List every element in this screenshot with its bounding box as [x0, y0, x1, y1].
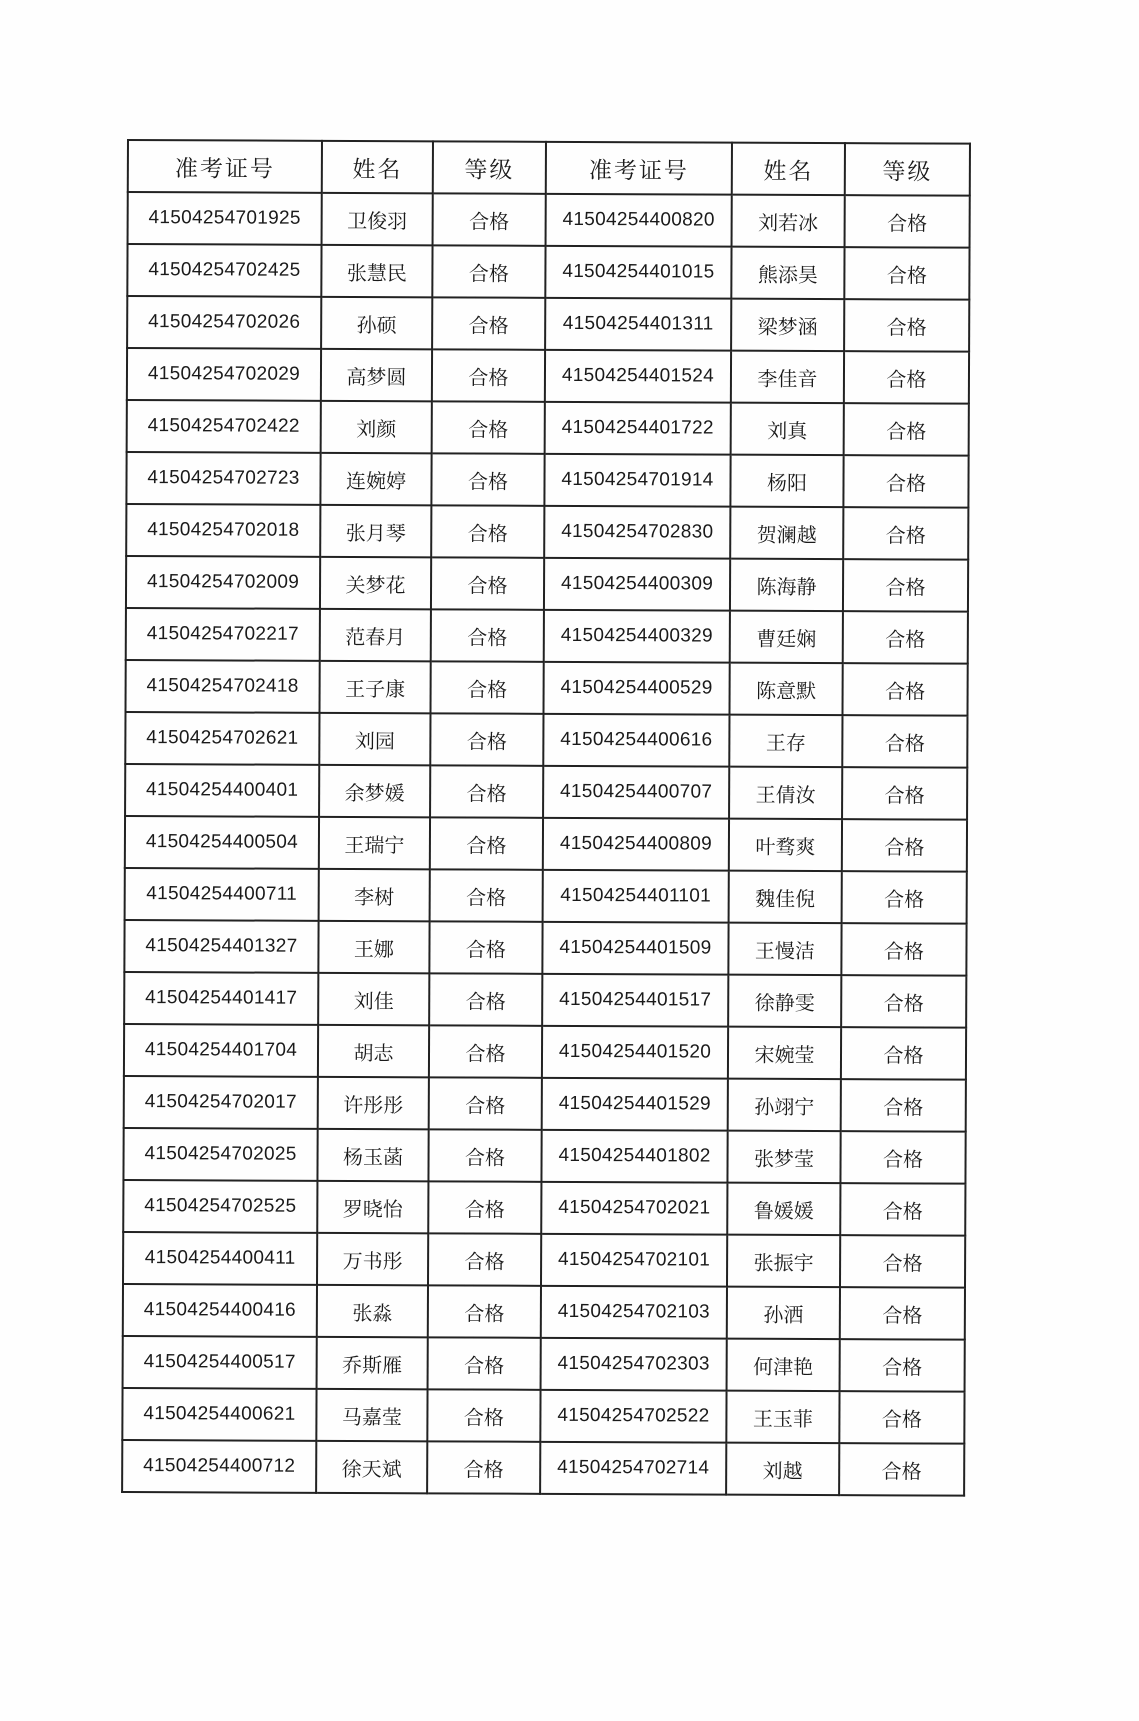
grade-cell: 合格 [429, 1025, 542, 1077]
exam-id-cell: 41504254702525 [123, 1180, 317, 1233]
grade-cell-2: 合格 [841, 923, 966, 976]
table-row [124, 972, 966, 1028]
name-cell: 杨玉菡 [317, 1129, 428, 1181]
grade-cell-2: 合格 [844, 247, 969, 300]
name-cell: 胡志 [318, 1025, 429, 1077]
exam-id-cell-2: 41504254401722 [545, 402, 731, 455]
table-row [125, 816, 967, 872]
table-row [124, 1076, 966, 1132]
exam-id-cell: 41504254702026 [127, 296, 321, 349]
grade-cell: 合格 [428, 1233, 541, 1285]
exam-id-cell: 41504254702025 [123, 1128, 317, 1181]
grade-cell-2: 合格 [842, 819, 967, 872]
grade-cell-2: 合格 [841, 1027, 966, 1080]
exam-id-cell-2: 41504254401311 [545, 298, 731, 351]
exam-id-cell: 41504254702029 [127, 348, 321, 401]
table-row [126, 504, 968, 560]
grade-cell: 合格 [427, 1441, 540, 1493]
exam-id-cell-2: 41504254702714 [540, 1442, 726, 1495]
name-cell: 万书彤 [317, 1233, 428, 1285]
name-cell: 张月琴 [320, 505, 431, 557]
name-cell: 刘佳 [318, 973, 429, 1025]
name-cell: 刘园 [319, 713, 430, 765]
grade-cell: 合格 [432, 349, 545, 401]
exam-id-cell: 41504254702422 [127, 400, 321, 453]
exam-id-cell-2: 41504254401509 [542, 922, 728, 975]
exam-id-cell-2: 41504254400309 [544, 558, 730, 611]
grade-cell: 合格 [429, 973, 542, 1025]
name-cell: 李树 [319, 869, 430, 921]
name-cell: 张淼 [317, 1285, 428, 1337]
exam-id-cell: 41504254400416 [123, 1284, 317, 1337]
exam-id-cell-2: 41504254401517 [542, 974, 728, 1027]
name-cell: 关梦花 [320, 557, 431, 609]
header-name: 姓名 [322, 141, 433, 193]
grade-cell-2: 合格 [844, 299, 969, 352]
exam-id-cell-2: 41504254400820 [546, 194, 732, 247]
name-cell: 范春月 [320, 609, 431, 661]
name-cell-2: 贺澜越 [730, 507, 843, 559]
name-cell-2: 梁梦涵 [731, 299, 844, 351]
grade-cell-2: 合格 [840, 1339, 965, 1392]
name-cell: 许彤彤 [318, 1077, 429, 1129]
grade-cell-2: 合格 [842, 663, 967, 716]
table-row [126, 608, 968, 664]
grade-cell: 合格 [431, 453, 544, 505]
name-cell-2: 曹廷娴 [730, 611, 843, 663]
table-row [123, 1232, 965, 1288]
grade-cell: 合格 [427, 1389, 540, 1441]
exam-id-cell: 41504254401417 [124, 972, 318, 1025]
exam-id-cell-2: 41504254400809 [543, 818, 729, 871]
grade-cell-2: 合格 [840, 1235, 965, 1288]
name-cell-2: 王倩汝 [729, 767, 842, 819]
grade-cell-2: 合格 [843, 611, 968, 664]
header-grade: 等级 [433, 141, 546, 193]
header-row [128, 140, 970, 196]
name-cell-2: 鲁媛媛 [727, 1183, 840, 1235]
name-cell-2: 魏佳倪 [729, 871, 842, 923]
grade-cell: 合格 [428, 1129, 541, 1181]
name-cell-2: 徐静雯 [728, 975, 841, 1027]
table-row [128, 192, 970, 248]
grade-cell-2: 合格 [842, 715, 967, 768]
grade-cell-2: 合格 [843, 559, 968, 612]
name-cell-2: 张梦莹 [727, 1131, 840, 1183]
table-row [125, 712, 967, 768]
grade-cell-2: 合格 [842, 871, 967, 924]
exam-id-cell-2: 41504254702522 [540, 1390, 726, 1443]
header-exam-id: 准考证号 [128, 140, 322, 193]
name-cell-2: 孙翊宁 [728, 1079, 841, 1131]
name-cell-2: 杨阳 [730, 455, 843, 507]
table-row [125, 868, 967, 924]
name-cell-2: 何津艳 [727, 1339, 840, 1391]
grade-cell: 合格 [428, 1181, 541, 1233]
grade-cell-2: 合格 [844, 351, 969, 404]
grade-cell: 合格 [431, 505, 544, 557]
name-cell-2: 熊添昊 [731, 247, 844, 299]
table-row [122, 1388, 964, 1444]
grade-cell: 合格 [430, 661, 543, 713]
grade-cell: 合格 [428, 1285, 541, 1337]
exam-id-cell-2: 41504254400529 [543, 662, 729, 715]
name-cell-2: 宋婉莹 [728, 1027, 841, 1079]
exam-id-cell-2: 41504254400707 [543, 766, 729, 819]
grade-cell-2: 合格 [839, 1391, 964, 1444]
exam-id-cell: 41504254400712 [122, 1440, 316, 1493]
name-cell: 王瑞宁 [319, 817, 430, 869]
exam-id-cell-2: 41504254401524 [545, 350, 731, 403]
exam-id-cell-2: 41504254400329 [544, 610, 730, 663]
grade-cell-2: 合格 [843, 455, 968, 508]
name-cell-2: 李佳音 [731, 351, 844, 403]
table-row [127, 296, 969, 352]
grade-cell-2: 合格 [843, 507, 968, 560]
exam-id-cell: 41504254702621 [125, 712, 319, 765]
grade-cell-2: 合格 [840, 1287, 965, 1340]
header-exam-id-2: 准考证号 [546, 142, 732, 195]
exam-id-cell: 41504254702009 [126, 556, 320, 609]
table-row [126, 452, 968, 508]
table-row [127, 348, 969, 404]
table-row [123, 1336, 965, 1392]
exam-id-cell: 41504254702723 [126, 452, 320, 505]
grade-cell-2: 合格 [840, 1183, 965, 1236]
name-cell: 乔斯雁 [317, 1337, 428, 1389]
exam-id-cell-2: 41504254701914 [544, 454, 730, 507]
name-cell: 余梦媛 [319, 765, 430, 817]
table-row [127, 400, 969, 456]
name-cell: 张慧民 [321, 245, 432, 297]
grade-cell: 合格 [431, 609, 544, 661]
name-cell-2: 刘真 [731, 403, 844, 455]
exam-id-cell: 41504254702017 [124, 1076, 318, 1129]
table-row [122, 1440, 964, 1496]
exam-id-cell-2: 41504254702021 [541, 1182, 727, 1235]
table-row [124, 920, 966, 976]
grade-cell: 合格 [430, 765, 543, 817]
exam-id-cell-2: 41504254401802 [541, 1130, 727, 1183]
table-row [126, 556, 968, 612]
grade-cell-2: 合格 [839, 1443, 964, 1496]
exam-id-cell: 41504254702217 [126, 608, 320, 661]
name-cell: 王娜 [318, 921, 429, 973]
table-row [125, 660, 967, 716]
exam-id-cell: 41504254400504 [125, 816, 319, 869]
grade-cell: 合格 [430, 817, 543, 869]
exam-id-cell-2: 41504254702303 [541, 1338, 727, 1391]
exam-id-cell: 41504254702018 [126, 504, 320, 557]
exam-id-cell: 41504254400621 [122, 1388, 316, 1441]
exam-id-cell: 41504254400411 [123, 1232, 317, 1285]
grade-cell-2: 合格 [845, 195, 970, 248]
exam-id-cell-2: 41504254401529 [542, 1078, 728, 1131]
exam-id-cell: 41504254400711 [125, 868, 319, 921]
table-row [123, 1128, 965, 1184]
name-cell: 高梦圆 [321, 349, 432, 401]
name-cell-2: 刘若冰 [732, 195, 845, 247]
table-row [125, 764, 967, 820]
grade-cell-2: 合格 [842, 767, 967, 820]
header-name-2: 姓名 [732, 143, 845, 195]
grade-cell-2: 合格 [844, 403, 969, 456]
grade-cell: 合格 [430, 713, 543, 765]
header-grade-2: 等级 [845, 143, 970, 196]
grade-cell-2: 合格 [841, 1079, 966, 1132]
grade-cell: 合格 [430, 869, 543, 921]
name-cell-2: 王存 [729, 715, 842, 767]
name-cell: 孙硕 [321, 297, 432, 349]
grade-cell: 合格 [433, 193, 546, 245]
name-cell: 刘颜 [321, 401, 432, 453]
name-cell-2: 王玉菲 [726, 1391, 839, 1443]
table-body [122, 192, 970, 1496]
name-cell: 马嘉莹 [316, 1389, 427, 1441]
table-row [123, 1284, 965, 1340]
exam-id-cell-2: 41504254401015 [545, 246, 731, 299]
name-cell-2: 叶骛爽 [729, 819, 842, 871]
grade-cell: 合格 [429, 921, 542, 973]
name-cell-2: 陈海静 [730, 559, 843, 611]
exam-id-cell: 41504254400401 [125, 764, 319, 817]
exam-id-cell-2: 41504254702830 [544, 506, 730, 559]
exam-id-cell: 41504254702418 [125, 660, 319, 713]
results-table [121, 139, 971, 1497]
exam-id-cell-2: 41504254401101 [543, 870, 729, 923]
exam-id-cell: 41504254400517 [123, 1336, 317, 1389]
exam-id-cell-2: 41504254702103 [541, 1286, 727, 1339]
grade-cell: 合格 [428, 1337, 541, 1389]
name-cell-2: 张振宇 [727, 1235, 840, 1287]
exam-id-cell: 41504254702425 [127, 244, 321, 297]
name-cell-2: 刘越 [726, 1443, 839, 1495]
grade-cell: 合格 [431, 557, 544, 609]
grade-cell: 合格 [432, 245, 545, 297]
table-row [123, 1180, 965, 1236]
grade-cell: 合格 [432, 297, 545, 349]
exam-id-cell-2: 41504254702101 [541, 1234, 727, 1287]
name-cell-2: 孙洒 [727, 1287, 840, 1339]
name-cell: 卫俊羽 [322, 193, 433, 245]
name-cell-2: 王慢洁 [728, 923, 841, 975]
grade-cell: 合格 [432, 401, 545, 453]
exam-id-cell: 41504254401704 [124, 1024, 318, 1077]
exam-id-cell: 41504254401327 [124, 920, 318, 973]
exam-id-cell-2: 41504254401520 [542, 1026, 728, 1079]
name-cell: 王子康 [319, 661, 430, 713]
grade-cell-2: 合格 [840, 1131, 965, 1184]
exam-id-cell: 41504254701925 [128, 192, 322, 245]
exam-id-cell-2: 41504254400616 [543, 714, 729, 767]
name-cell: 徐天斌 [316, 1441, 427, 1493]
name-cell: 连婉婷 [320, 453, 431, 505]
grade-cell-2: 合格 [841, 975, 966, 1028]
table-row [127, 244, 969, 300]
name-cell-2: 陈意默 [729, 663, 842, 715]
name-cell: 罗晓怡 [317, 1181, 428, 1233]
grade-cell: 合格 [429, 1077, 542, 1129]
table-row [124, 1024, 966, 1080]
